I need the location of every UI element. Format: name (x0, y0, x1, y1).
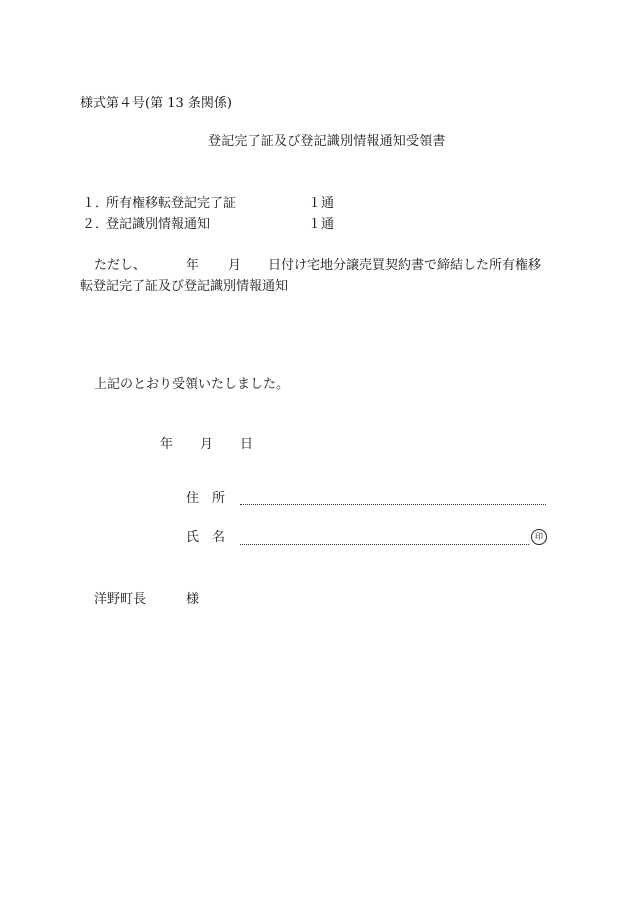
honorific: 様 (186, 592, 200, 607)
item-quantity: １通 (308, 217, 335, 232)
seal-icon: 印 (531, 529, 547, 545)
proviso-text-continued: 転登記完了証及び登記識別情報通知 (80, 279, 289, 294)
received-statement: 上記のとおり受領いたしました。 (94, 377, 290, 392)
document-title: 登記完了証及び登記識別情報通知受領書 (208, 134, 446, 149)
date-day-label: 日 (240, 437, 254, 452)
item-number: ２． (82, 217, 109, 232)
addressee: 洋野町長 (94, 592, 147, 607)
form-number: 様式第４号(第 13 条関係) (80, 96, 232, 111)
proviso-month: 月 (228, 258, 242, 273)
date-month-label: 月 (200, 437, 214, 452)
address-field[interactable] (240, 504, 546, 505)
proviso-year: 年 (186, 258, 200, 273)
item-quantity: １通 (308, 196, 335, 211)
item-label: 登記識別情報通知 (106, 217, 211, 232)
date-year-label: 年 (160, 437, 174, 452)
address-label: 住 所 (186, 491, 226, 506)
name-label: 氏 名 (186, 530, 226, 545)
proviso-text: 日付け宅地分譲売買契約書で締結した所有権移 (268, 258, 542, 273)
name-field[interactable] (240, 544, 529, 545)
item-label: 所有権移転登記完了証 (106, 196, 237, 211)
proviso-lead: ただし、 (94, 258, 147, 273)
item-number: １． (82, 196, 109, 211)
